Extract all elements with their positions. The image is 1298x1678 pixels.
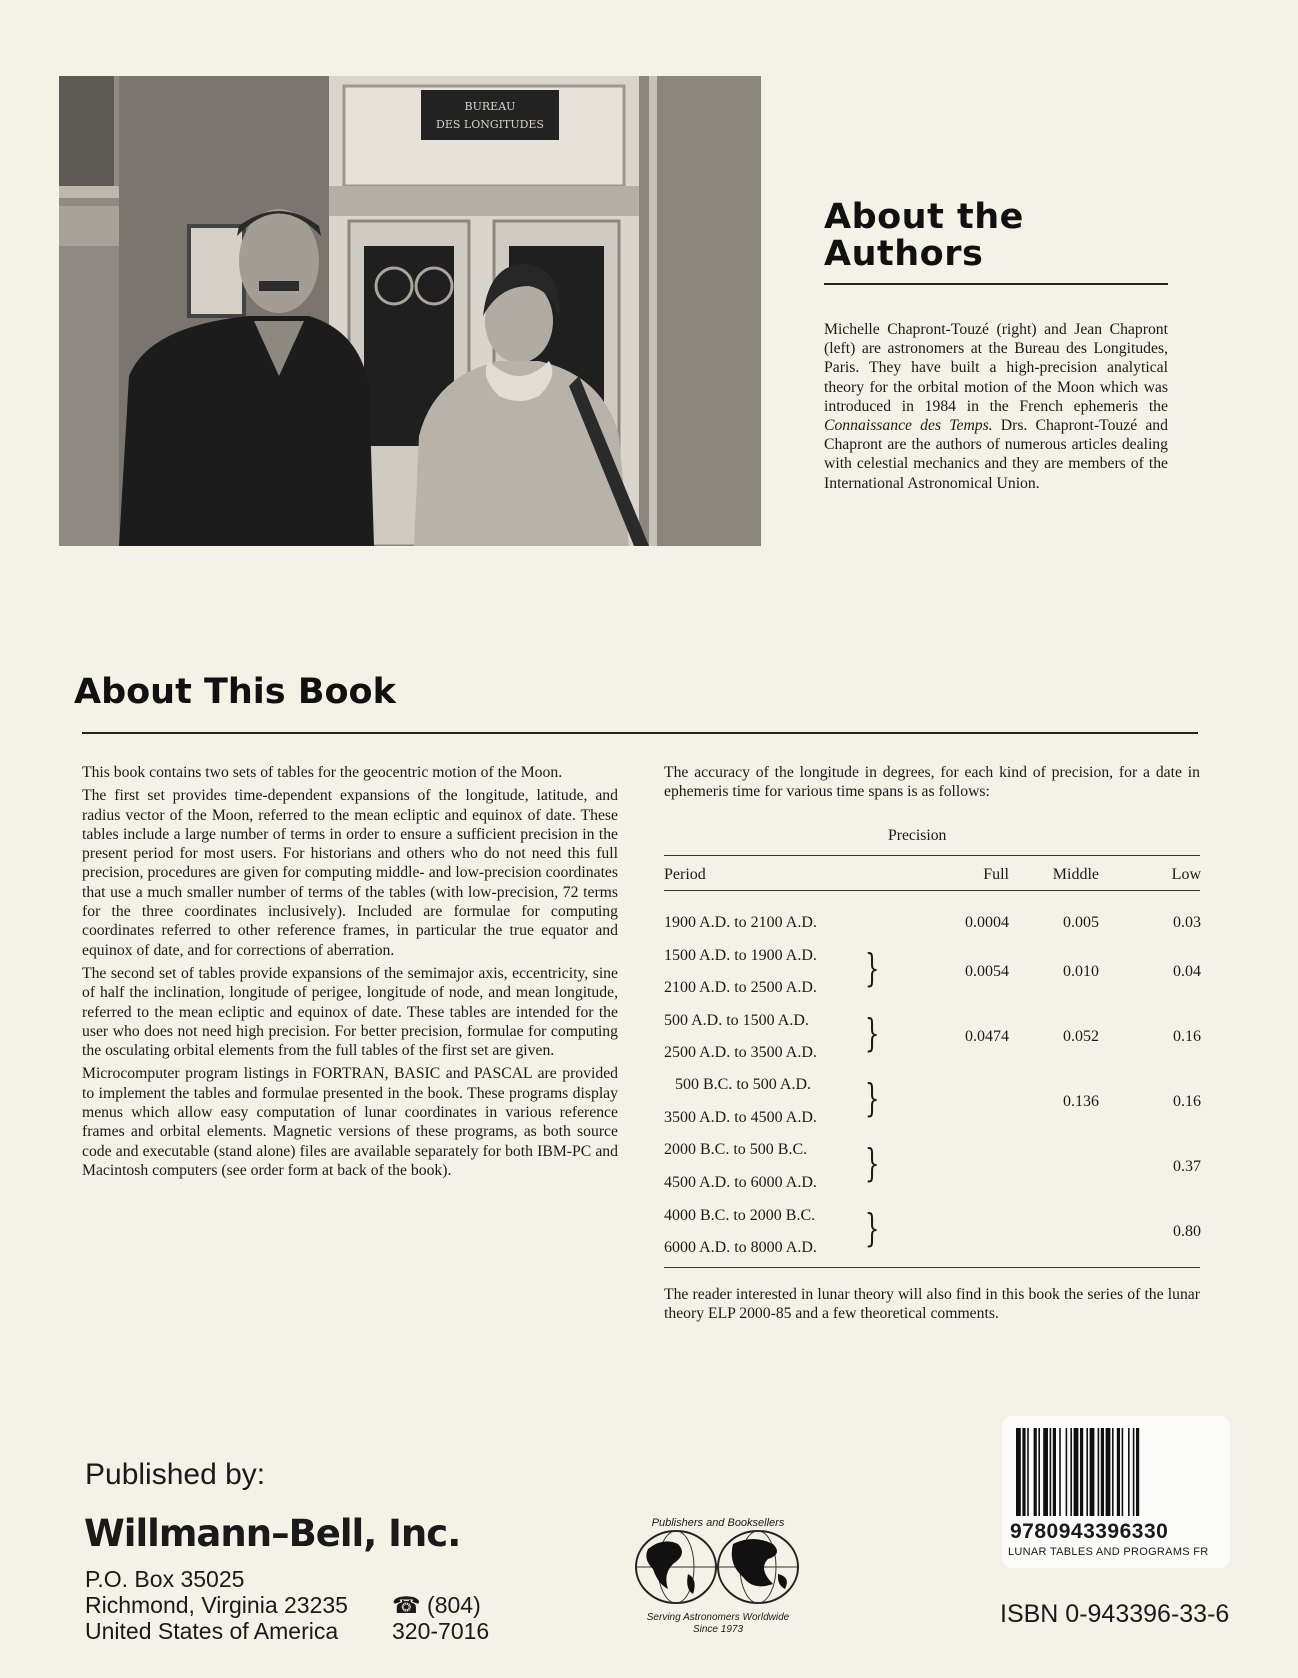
table-cell-full: 0.0054 [965, 963, 1009, 980]
table-cell-middle: 0.010 [1063, 963, 1099, 980]
logo-top-text: Publishers and Booksellers [651, 1517, 785, 1529]
table-cell-period: 1500 A.D. to 1900 A.D. [664, 947, 817, 964]
table-cell-period: 1900 A.D. to 2100 A.D. [664, 914, 817, 931]
book-paragraph: Microcomputer program listings in FORTRAN, BASIC and PASCAL are provided to implement the tables and formulae presented in the book. These programs display menus which allow easy computation of lunar coordinates in various reference frames and orbital elements. Magnetic versions of these programs, as both source code and executable (stand alone) files are available separately for both IBM-PC and Macintosh computers (see order form at back of the book). [82, 1065, 618, 1179]
brace-icon: } [864, 1076, 880, 1120]
brace-icon: } [864, 1011, 880, 1055]
barcode-bar [1080, 1428, 1083, 1516]
table-cell-period: 500 A.D. to 1500 A.D. [664, 1012, 809, 1029]
table-cell-period: 4000 B.C. to 2000 B.C. [664, 1207, 816, 1224]
barcode-bar [1128, 1428, 1130, 1516]
accuracy-column [664, 763, 1201, 1323]
table-rule-header [664, 890, 1200, 891]
logo-bottom-line2: Since 1973 [692, 1624, 744, 1635]
barcode-bar [1034, 1428, 1037, 1516]
barcode-bar [1053, 1428, 1056, 1516]
barcode-bar [1136, 1428, 1139, 1516]
table-cell-period: 3500 A.D. to 4500 A.D. [664, 1109, 817, 1126]
barcode-bar [1098, 1428, 1100, 1516]
table-cell-period: 6000 A.D. to 8000 A.D. [664, 1239, 817, 1256]
publisher-logo [633, 1517, 803, 1636]
barcode-bar [1106, 1428, 1111, 1516]
sign-text-2: DES LONGITUDES [436, 118, 544, 131]
table-cell-low: 0.37 [1173, 1158, 1201, 1175]
address-line: P.O. Box 35025 [85, 1566, 245, 1592]
header-low: Low [1171, 866, 1201, 883]
address-line: United States of America [85, 1618, 339, 1644]
barcode-caption: LUNAR TABLES AND PROGRAMS FR [1008, 1546, 1209, 1558]
book-paragraph: The second set of tables provide expansions of the semimajor axis, eccentricity, sine of half the inclination, longitude of perigee, longitude of node, and mean longitude, referred to the mean ecliptic and equinox of date. These tables are intended for the user who does not need high precision. For better precision, formulae for computing the osculating orbital elements from the full tables of the first set are given. [82, 964, 618, 1060]
globe-logo-icon [633, 1529, 803, 1607]
brace-icon: } [864, 946, 880, 990]
authors-heading-line1: About the [824, 197, 1024, 237]
authors-heading [824, 199, 1244, 273]
book-divider [82, 732, 1198, 734]
barcode-bar [1086, 1428, 1088, 1516]
barcode-bar [1043, 1428, 1048, 1516]
precision-group-header: Precision [888, 827, 947, 844]
barcode-icon [1014, 1428, 1214, 1520]
barcode-bar [1059, 1428, 1061, 1516]
barcode-sticker [1002, 1416, 1230, 1568]
header-full: Full [983, 866, 1009, 883]
published-by-label: Published by: [85, 1458, 266, 1491]
book-paragraph: The first set provides time-dependent expansions of the longitude, latitude, and radius vector of the Moon, referred to the mean ecliptic and equinox of date. These tables include a large number of terms in order to ensure a sufficient precision in the present period for most users. For historians and others who do not need this full precision, procedures are given for computing middle- and low-precision coordinates that use a much smaller number of terms of the tables (with low-precision, 72 terms for the three coordinates inclusively). Included are formulae for computing coordinates referred to other reference frames, in particular the true equator and equinox of date, and for corrections of aberration. [82, 787, 618, 959]
phone-area-code: (804) [427, 1592, 481, 1618]
table-cell-low: 0.04 [1173, 963, 1201, 980]
barcode-bar [1133, 1428, 1135, 1516]
phone-number: 320-7016 [392, 1618, 490, 1644]
table-cell-low: 0.16 [1173, 1028, 1201, 1045]
authors-bio-italic: Connaissance des Temps. [824, 417, 993, 435]
table-cell-middle: 0.052 [1063, 1028, 1099, 1045]
table-cell-period: 500 B.C. to 500 A.D. [675, 1076, 812, 1093]
table-cell-period: 2100 A.D. to 2500 A.D. [664, 979, 817, 996]
barcode-bar [1070, 1428, 1072, 1516]
table-rule-top [664, 855, 1200, 856]
header-middle: Middle [1052, 866, 1099, 883]
book-paragraph: This book contains two sets of tables for the geocentric motion of the Moon. [82, 764, 563, 781]
table-cell-middle: 0.005 [1063, 914, 1099, 931]
book-heading: About This Book [74, 672, 396, 712]
table-cell-period: 2500 A.D. to 3500 A.D. [664, 1044, 817, 1061]
barcode-bar [1027, 1428, 1029, 1516]
barcode-bar [1016, 1428, 1021, 1516]
authors-bio [824, 320, 1168, 493]
barcode-bar [1122, 1428, 1124, 1516]
authors-photo [59, 76, 761, 546]
barcode-bar [1066, 1428, 1068, 1516]
brace-icon: } [864, 1141, 880, 1185]
brace-icon: } [864, 1206, 880, 1250]
book-description-column [82, 763, 618, 1184]
publisher-phone [392, 1592, 489, 1644]
logo-bottom-line1: Serving Astronomers Worldwide [646, 1612, 790, 1623]
table-cell-period: 2000 B.C. to 500 B.C. [664, 1141, 808, 1158]
barcode-bar [1090, 1428, 1095, 1516]
table-cell-low: 0.80 [1173, 1223, 1201, 1240]
address-line: Richmond, Virginia 23235 [85, 1592, 348, 1618]
barcode-bar [1101, 1428, 1104, 1516]
accuracy-intro: The accuracy of the longitude in degrees, for each kind of precision, for a date in ephemeris time for various time spans is as follows: [664, 764, 1200, 801]
photo-illustration [59, 76, 761, 546]
table-cell-low: 0.03 [1173, 914, 1201, 931]
isbn13-text: 9780943396330 [1010, 1520, 1169, 1543]
logo-bottom-text [633, 1612, 803, 1636]
table-cell-full: 0.0004 [965, 914, 1009, 931]
barcode-bar [1050, 1428, 1052, 1516]
table-cell-middle: 0.136 [1063, 1093, 1099, 1110]
sign-text-1: BUREAU [464, 100, 516, 113]
header-period: Period [664, 866, 706, 883]
authors-bio-part2: Drs. Chapront-Touzé and Chapront are the authors of numerous articles dealing with celestial mechanics and they are members of the International Astronomical Union. [824, 417, 1168, 492]
table-cell-period: 4500 A.D. to 6000 A.D. [664, 1174, 817, 1191]
table-rule-bottom [664, 1267, 1200, 1268]
barcode-bar [1112, 1428, 1114, 1516]
table-cell-full: 0.0474 [965, 1028, 1009, 1045]
authors-heading-line2: Authors [824, 234, 984, 274]
authors-bio-part1: Michelle Chapront-Touzé (right) and Jean Chapront (left) are astronomers at the Bureau des Longitudes, Paris. They have built a high-precision analytical theory for the orbital motion of the Moon which was introduced in 1984 in the French ephemeris the [824, 321, 1168, 415]
telephone-icon: ☎ [392, 1592, 421, 1618]
barcode-bar [1074, 1428, 1079, 1516]
authors-divider [824, 283, 1168, 285]
closing-note: The reader interested in lunar theory will also find in this book the series of the lunar theory ELP 2000-85 and a few theoretical comments. [664, 1286, 1200, 1323]
barcode-bar [1022, 1428, 1025, 1516]
publisher-name: Willmann–Bell, Inc. [84, 1512, 461, 1555]
table-cell-low: 0.16 [1173, 1093, 1201, 1110]
barcode-bar [1117, 1428, 1120, 1516]
publisher-address [85, 1566, 348, 1644]
isbn10-text: ISBN 0-943396-33-6 [1000, 1600, 1230, 1628]
barcode-bar [1038, 1428, 1040, 1516]
